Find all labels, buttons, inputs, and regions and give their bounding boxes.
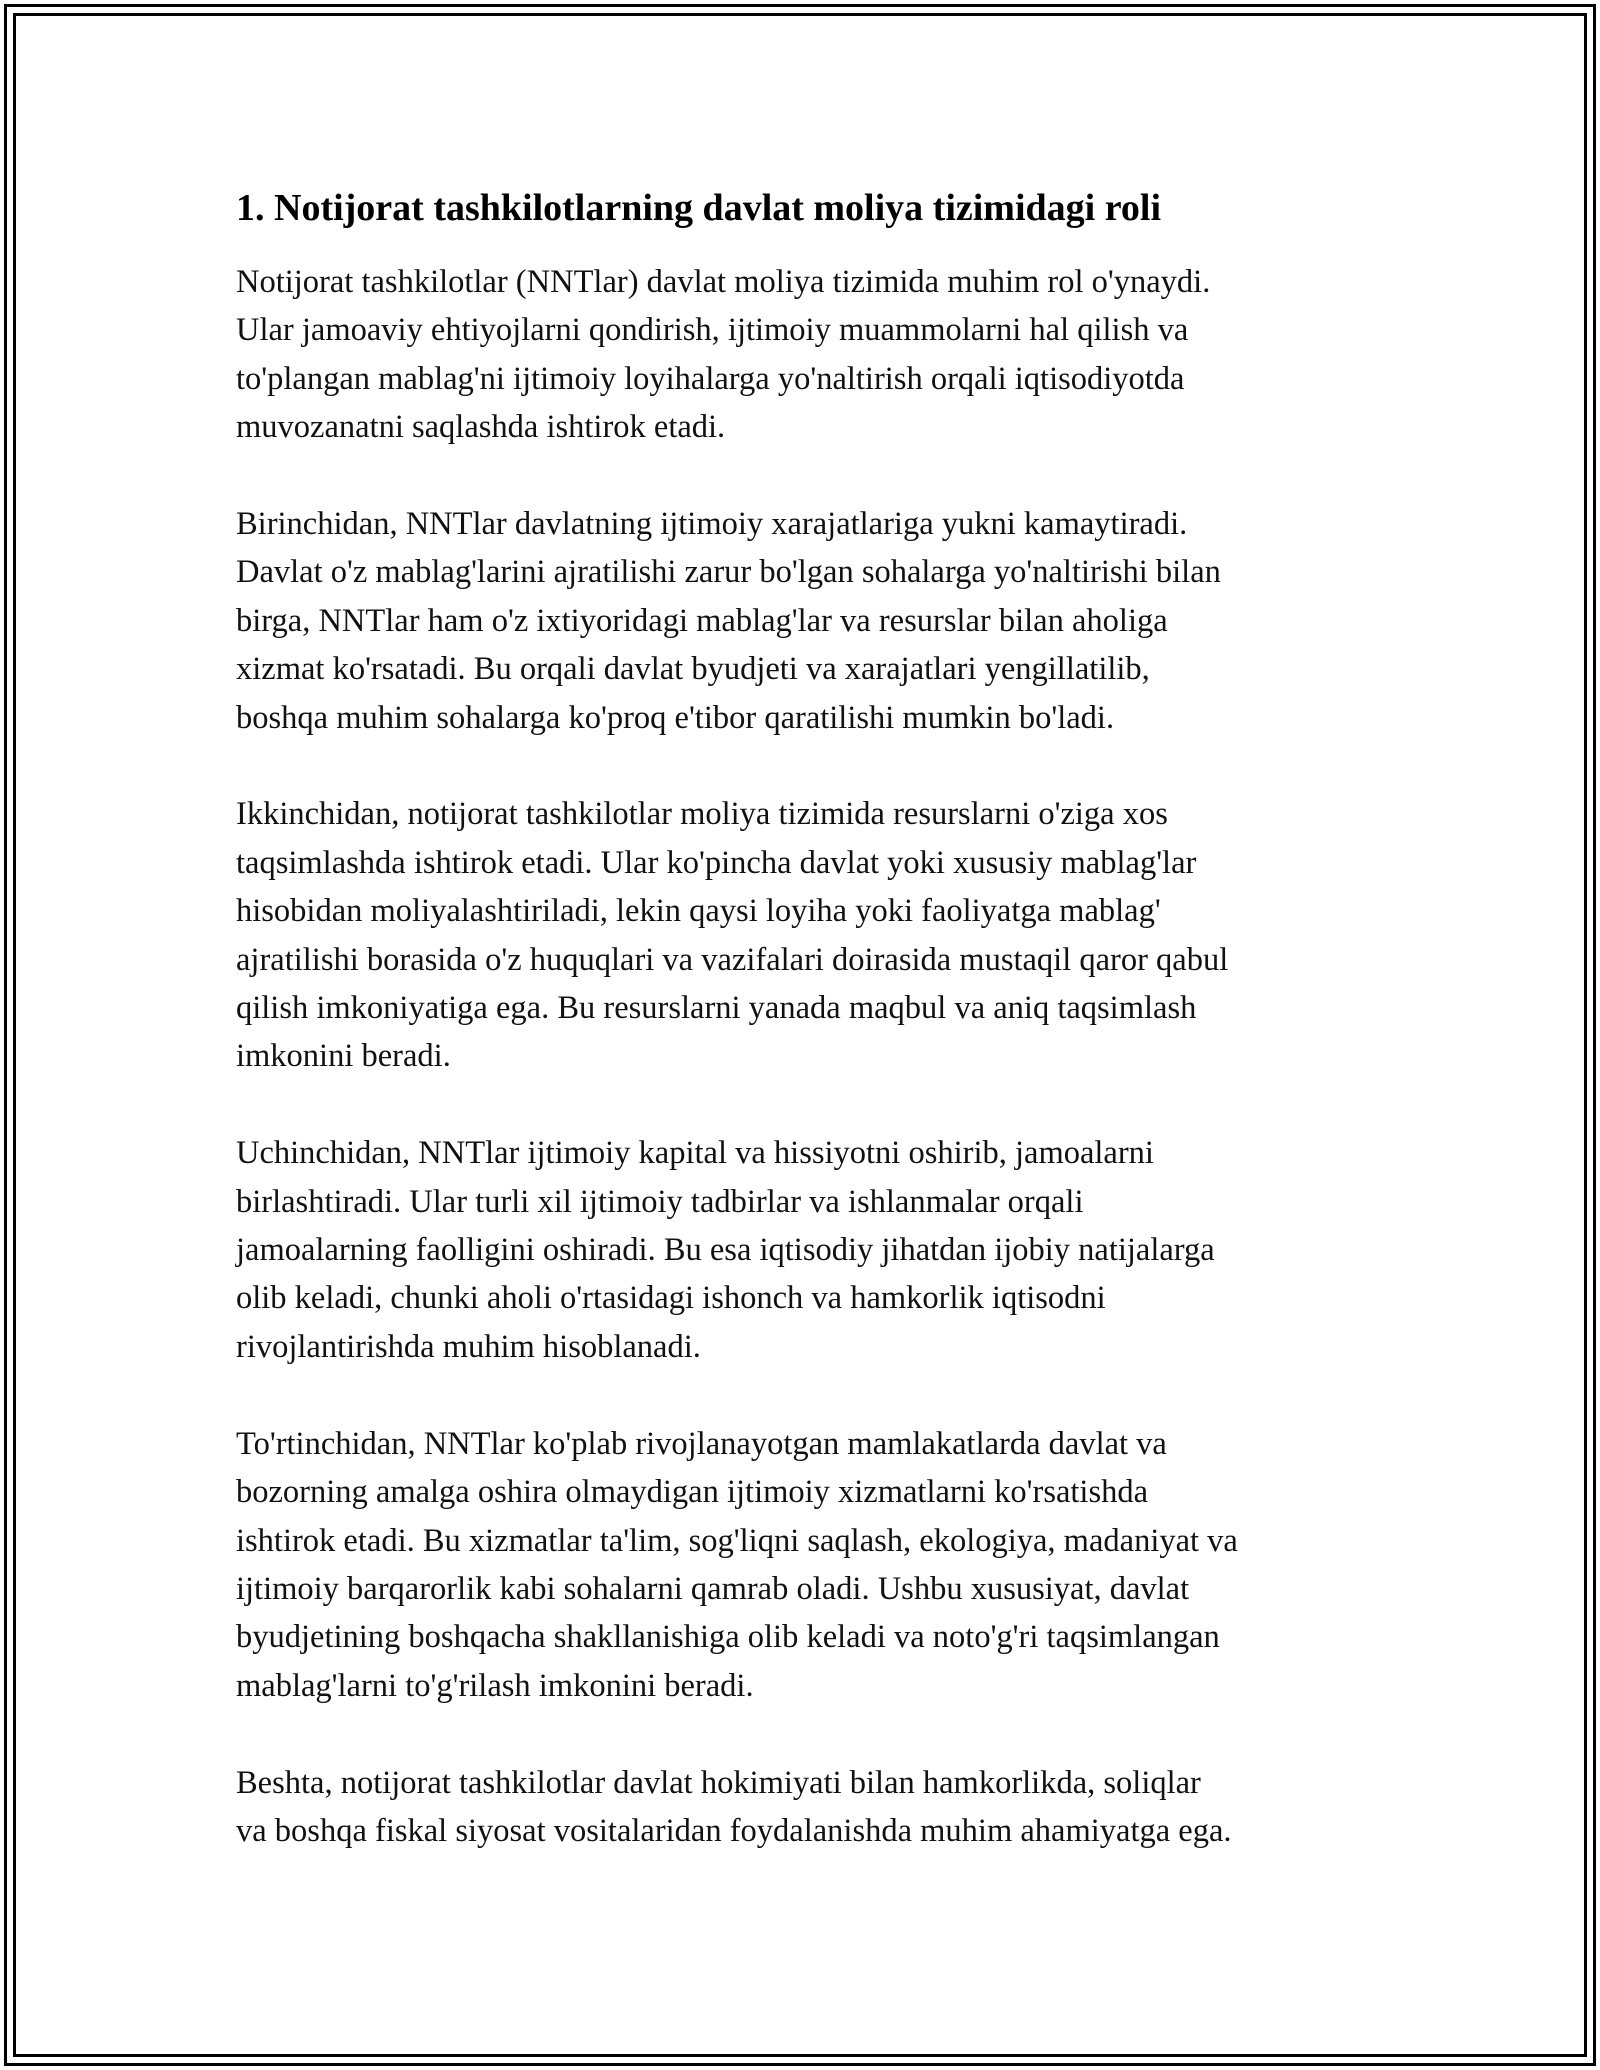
paragraph-line: boshqa muhim sohalarga ko'proq e'tibor qaratilishi mumkin bo'ladi. [236,699,1115,736]
paragraph-line: rivojlantirishda muhim hisoblanadi. [236,1328,701,1365]
paragraph-line: imkonini beradi. [236,1038,451,1075]
paragraph-line: mablag'larni to'g'rilash imkonini beradi. [236,1667,754,1704]
paragraph-line: olib keladi, chunki aholi o'rtasidagi ishonch va hamkorlik iqtisodni [236,1280,1106,1317]
paragraph-line: xizmat ko'rsatadi. Bu orqali davlat byudjeti va xarajatlari yengillatilib, [236,651,1150,688]
paragraph-line: va boshqa fiskal siyosat vositalaridan foydalanishda muhim ahamiyatga ega. [236,1812,1232,1849]
paragraph-line: ijtimoiy barqarorlik kabi sohalarni qamrab oladi. Ushbu xususiyat, davlat [236,1570,1190,1607]
paragraph-intro [236,258,1376,452]
paragraph-line: Ikkinchidan, notijorat tashkilotlar moliya tizimida resurslarni o'ziga xos [236,796,1168,833]
paragraph-line: Ular jamoaviy ehtiyojlarni qondirish, ijtimoiy muammolarni hal qilish va [236,312,1189,349]
paragraph-line: bozorning amalga oshira olmaydigan ijtimoiy xizmatlarni ko'rsatishda [236,1474,1149,1511]
paragraph-line: byudjetining boshqacha shakllanishiga olib keladi va noto'g'ri taqsimlangan [236,1619,1220,1656]
paragraph-line: To'rtinchidan, NNTlar ko'plab rivojlanayotgan mamlakatlarda davlat va [236,1425,1167,1462]
paragraph-line: ishtirok etadi. Bu xizmatlar ta'lim, sog'liqni saqlash, ekologiya, madaniyat va [236,1522,1238,1559]
paragraph-line: jamoalarning faolligini oshiradi. Bu esa iqtisodiy jihatdan ijobiy natijalarga [236,1232,1215,1269]
paragraph-line: muvozanatni saqlashda ishtirok etadi. [236,409,726,446]
paragraph-fifth [236,1759,1376,1856]
paragraph-line: to'plangan mablag'ni ijtimoiy loyihalarga yo'naltirish orqali iqtisodiyotda [236,360,1185,397]
paragraph-line: ajratilishi borasida o'z huquqlari va vazifalari doirasida mustaqil qaror qabul [236,941,1229,978]
paragraph-line: birga, NNTlar ham o'z ixtiyoridagi mablag'lar va resurslar bilan aholiga [236,602,1168,639]
paragraph-second [236,790,1376,1080]
paragraph-line: Beshta, notijorat tashkilotlar davlat hokimiyati bilan hamkorlikda, soliqlar [236,1764,1201,1801]
paragraph-line: Notijorat tashkilotlar (NNTlar) davlat moliya tizimida muhim rol o'ynaydi. [236,264,1211,300]
section-heading: 1. Notijorat tashkilotlarning davlat moliya tizimidagi roli [236,187,1162,229]
paragraph-line: birlashtiradi. Ular turli xil ijtimoiy tadbirlar va ishlanmalar orqali [236,1183,1084,1220]
paragraph-third [236,1129,1376,1371]
paragraph-first [236,500,1376,742]
paragraph-line: Birinchidan, NNTlar davlatning ijtimoiy xarajatlariga yukni kamaytiradi. [236,506,1188,543]
document-body [236,183,1376,1904]
paragraph-line: hisobidan moliyalashtiriladi, lekin qaysi loyiha yoki faoliyatga mablag' [236,893,1161,930]
paragraph-line: Uchinchidan, NNTlar ijtimoiy kapital va hissiyotni oshirib, jamoalarni [236,1135,1154,1172]
paragraph-fourth [236,1420,1376,1710]
paragraph-line: Davlat o'z mablag'larini ajratilishi zarur bo'lgan sohalarga yo'naltirishi bilan [236,554,1221,591]
paragraph-line: qilish imkoniyatiga ega. Bu resurslarni yanada maqbul va aniq taqsimlash [236,990,1197,1027]
paragraph-line: taqsimlashda ishtirok etadi. Ular ko'pincha davlat yoki xususiy mablag'lar [236,844,1197,881]
